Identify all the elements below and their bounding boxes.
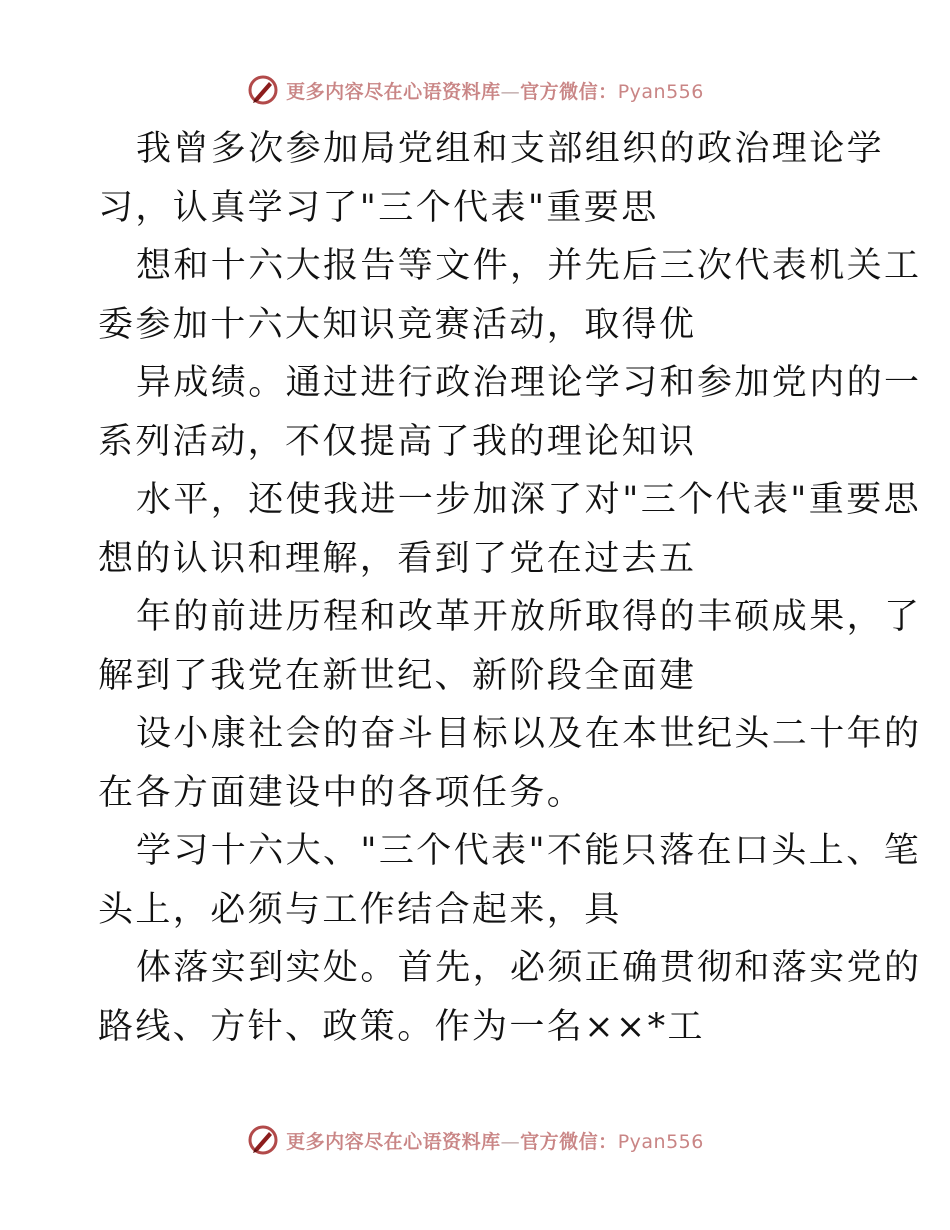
watermark-text [286,77,704,104]
watermark-text [286,1127,704,1154]
text-line: 水平，还使我进一步加深了对"三个代表"重要思 [136,480,921,520]
quill-pen-logo-icon [246,1123,280,1157]
text-line: 想和十六大报告等文件，并先后三次代表机关工 [136,246,922,286]
quill-pen-logo-icon [246,73,280,107]
text-line: 系列活动，不仅提高了我的理论知识 [98,421,697,462]
header-watermark [0,70,950,110]
text-line: 头上，必须与工作结合起来，具 [98,889,622,930]
watermark-label: 官方微信： [520,1130,618,1153]
text-line: 解到了我党在新世纪、新阶段全面建 [98,655,697,696]
text-line: 我曾多次参加局党组和支部组织的政治理论学 [136,129,885,169]
watermark-wechat-id: Pyan556 [617,80,704,103]
document-body [98,120,922,1056]
watermark-brand: 更多内容尽在心语资料库 [286,1130,501,1153]
text-line: 想的认识和理解，看到了党在过去五 [98,538,697,579]
text-line: 异成绩。通过进行政治理论学习和参加党内的一 [136,363,922,403]
text-line: 习，认真学习了"三个代表"重要思 [98,187,659,228]
text-line: 学习十六大、"三个代表"不能只落在口头上、笔 [136,831,921,871]
text-line: 设小康社会的奋斗目标以及在本世纪头二十年的 [136,714,922,754]
watermark-label: 官方微信： [520,80,618,103]
watermark-wechat-id: Pyan556 [617,1130,704,1153]
watermark-separator: — [500,1130,521,1153]
watermark-separator: — [500,80,521,103]
footer-watermark [0,1120,950,1160]
text-line: 委参加十六大知识竞赛活动，取得优 [98,304,697,345]
text-line: 体落实到实处。首先，必须正确贯彻和落实党的 [136,948,922,988]
text-line: 在各方面建设中的各项任务。 [98,772,585,813]
watermark-brand: 更多内容尽在心语资料库 [286,80,501,103]
text-line: 年的前进历程和改革开放所取得的丰硕成果，了 [136,597,922,637]
text-line: 路线、方针、政策。作为一名××*工 [98,1006,705,1047]
